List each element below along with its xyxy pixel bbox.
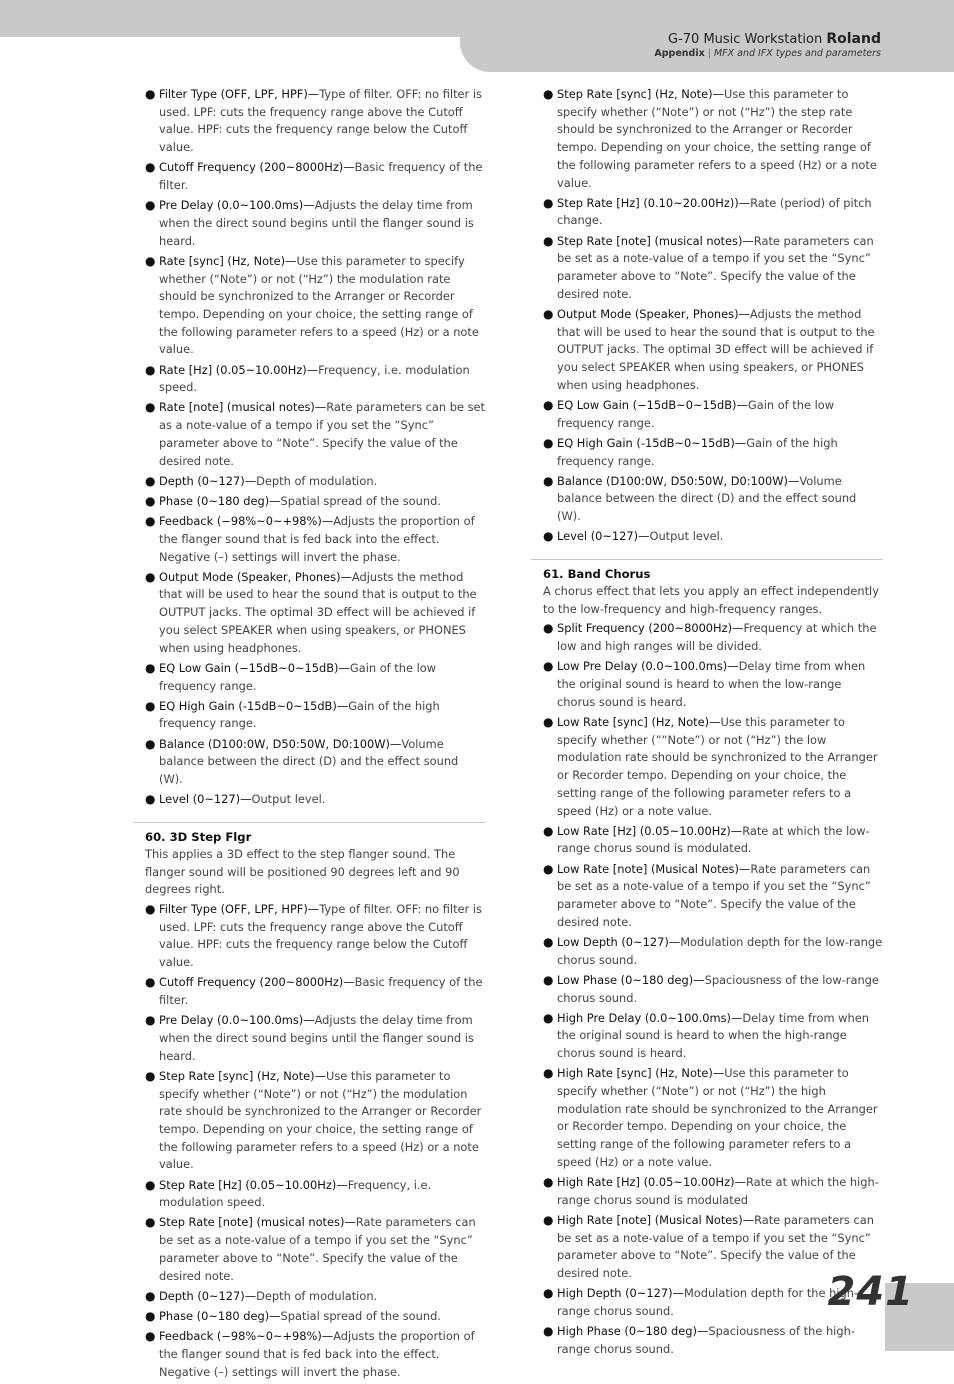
param-item (543, 86, 883, 192)
param-term: High Pre Delay (0.0~100.0ms)— (557, 1010, 743, 1025)
param-desc: Gain of the high frequency range. (557, 435, 838, 468)
bullet-icon: ● (145, 87, 156, 101)
bullet-icon: ● (145, 1013, 156, 1028)
section-divider (531, 559, 883, 560)
param-term: Output Mode (Speaker, Phones)— (557, 306, 750, 321)
param-item (543, 195, 883, 230)
bullet-icon: ● (145, 160, 156, 175)
param-term: Step Rate [Hz] (0.10~20.00Hz))— (557, 195, 751, 210)
section-title: 60. 3D Step Flgr (145, 829, 252, 844)
param-desc: Depth of modulation. (256, 1288, 378, 1303)
param-desc: Frequency, i.e. modulation speed. (159, 1177, 432, 1210)
bullet-icon: ● (543, 659, 554, 674)
bullet-icon: ● (543, 473, 554, 488)
param-item (543, 972, 883, 1007)
param-term: Step Rate [sync] (Hz, Note)— (159, 1068, 326, 1083)
bullet-icon: ● (543, 823, 554, 838)
param-item (543, 473, 883, 526)
param-term: Low Pre Delay (0.0~100.0ms)— (557, 659, 739, 674)
bullet-icon: ● (145, 736, 156, 751)
bullet-icon: ● (145, 698, 156, 713)
bullet-icon: ● (145, 1309, 156, 1323)
topic-name: MFX and IFX types and parameters (713, 48, 881, 59)
param-item (543, 861, 883, 932)
param-term: EQ High Gain (-15dB~0~15dB)— (557, 435, 747, 450)
right-column (543, 86, 883, 1361)
param-desc: Type of filter. OFF: no filter is used. LPF: cuts the frequency range above the Cutoff value. HPF: cuts the frequency range below the Cutoff value. (159, 87, 482, 155)
product-name: G-70 Music Workstation (668, 32, 823, 47)
bullet-icon: ● (145, 362, 156, 377)
param-desc: Modulation depth for the high-range chorus sound. (557, 1286, 859, 1318)
section-title: 61. Band Chorus (543, 567, 651, 582)
param-term: Filter Type (OFF, LPF, HPF)— (159, 902, 320, 917)
param-item (543, 1323, 883, 1358)
param-term: Output Mode (Speaker, Phones)— (159, 569, 352, 584)
bullet-icon: ● (145, 569, 156, 584)
bullet-icon: ● (145, 473, 156, 488)
bullet-icon: ● (145, 1068, 156, 1083)
param-item (145, 1012, 485, 1065)
param-term: Cutoff Frequency (200~8000Hz)— (159, 160, 355, 175)
param-desc: Basic frequency of the filter. (159, 160, 483, 193)
bullet-icon: ● (145, 660, 156, 675)
param-term: High Depth (0~127)— (557, 1286, 684, 1301)
param-desc: Rate parameters can be set as a note-value of a tempo if you set the “Sync” parameter above to “Note”. Specify the value of the desired note. (159, 400, 486, 468)
param-term: Low Rate [Hz] (0.05~10.00Hz)— (557, 823, 743, 838)
param-desc: Adjusts the proportion of the flanger sound that is fed back into the effect. Negative (–) settings will invert the phase. (159, 1329, 475, 1379)
param-term: Step Rate [sync] (Hz, Note)— (557, 87, 724, 101)
param-item (145, 660, 485, 695)
param-item (145, 901, 485, 972)
param-item (543, 435, 883, 470)
param-item (145, 1328, 485, 1381)
param-item (145, 791, 485, 809)
param-desc: Volume balance between the direct (D) and the effect sound (W). (557, 473, 857, 524)
param-desc: Use this parameter to specify whether (“Note”) or not (“Hz”) the step rate should be synchronized to the Arranger or Recorder tempo. Depending on your choice, the setting range of the following parameter refers to a speed (Hz) or a note value. (557, 87, 877, 190)
param-desc: Gain of the high frequency range. (159, 698, 440, 731)
bullet-icon: ● (543, 435, 554, 450)
param-desc: Spaciousness of the high-range chorus sound. (557, 1324, 855, 1356)
param-desc: Rate at which the high-range chorus sound is modulated (557, 1175, 879, 1207)
section-name: Appendix (654, 48, 705, 59)
param-desc: Modulation depth for the low-range chorus sound. (557, 934, 883, 967)
param-item (543, 1010, 883, 1063)
bullet-icon: ● (543, 715, 554, 729)
param-term: Depth (0~127)— (159, 473, 257, 488)
param-item (145, 1177, 485, 1212)
left-list-a (145, 86, 485, 809)
bullet-icon: ● (543, 972, 554, 987)
param-desc: Depth of modulation. (256, 473, 378, 488)
bullet-icon: ● (543, 934, 554, 949)
param-desc: Rate at which the low-range chorus sound is modulated. (557, 823, 870, 856)
param-item (543, 233, 883, 304)
param-term: Step Rate [Hz] (0.05~10.00Hz)— (159, 1177, 348, 1192)
param-desc: Rate parameters can be set as a note-value of a tempo if you set the “Sync” parameter above to “Note”. Specify the value of the desired note. (557, 233, 874, 301)
param-item (543, 1174, 883, 1209)
page-number: 241 (827, 1269, 914, 1315)
param-item (145, 513, 485, 566)
bullet-icon: ● (145, 198, 156, 213)
bullet-icon: ● (145, 253, 156, 268)
param-desc: Use this parameter to specify whether (“Note”) or not (“Hz”) the modulation rate should be synchronized to the Arranger or Recorder tempo. Depending on your choice, the setting range of the following parameter refers to a speed (Hz) or a note value. (159, 253, 479, 357)
param-term: Feedback (−98%~0~+98%)— (159, 514, 334, 529)
bullet-icon: ● (543, 1010, 554, 1025)
bullet-icon: ● (145, 493, 156, 508)
bullet-icon: ● (145, 792, 156, 807)
param-item (145, 974, 485, 1009)
param-term: Step Rate [note] (musical notes)— (159, 1215, 356, 1230)
bullet-icon: ● (543, 1212, 554, 1227)
param-term: Pre Delay (0.0~100.0ms)— (159, 1013, 315, 1028)
param-item (145, 698, 485, 733)
param-desc: Adjusts the method that will be used to hear the sound that is output to the OUTPUT jacks. The optimal 3D effect will be achieved if you select SPEAKER when using speakers, or PHONES when using headphones. (557, 306, 875, 392)
param-term: Rate [note] (musical notes)— (159, 400, 327, 415)
left-column (145, 86, 485, 1384)
param-desc: Output level. (649, 529, 724, 544)
param-item (543, 1065, 883, 1171)
param-term: Filter Type (OFF, LPF, HPF)— (159, 87, 320, 101)
bullet-icon: ● (145, 1177, 156, 1192)
param-item (543, 397, 883, 432)
param-desc: Frequency at which the low and high ranges will be divided. (557, 621, 877, 654)
divider: | (707, 48, 711, 59)
param-item (543, 528, 883, 546)
param-term: High Phase (0~180 deg)— (557, 1324, 709, 1339)
param-term: Phase (0~180 deg)— (159, 493, 281, 508)
param-desc: Gain of the low frequency range. (159, 660, 437, 693)
param-term: High Rate [note] (Musical Notes)— (557, 1212, 755, 1227)
param-term: Low Depth (0~127)— (557, 934, 681, 949)
param-item (543, 306, 883, 395)
param-desc: Adjusts the method that will be used to hear the sound that is output to the OUTPUT jacks. The optimal 3D effect will be achieved if you select SPEAKER when using speakers, or PHONES when using headphones. (159, 569, 477, 655)
section-intro: A chorus effect that lets you apply an effect independently to the low-frequency and high-frequency ranges. (543, 584, 879, 616)
right-list-b (543, 620, 883, 1358)
bullet-icon: ● (145, 400, 156, 415)
param-item (145, 1068, 485, 1174)
param-item (543, 823, 883, 858)
bullet-icon: ● (543, 1286, 554, 1301)
bullet-icon: ● (543, 397, 554, 412)
param-term: Low Rate [note] (Musical Notes)— (557, 861, 751, 876)
brand-name: Roland (826, 31, 881, 47)
param-desc: Rate parameters can be set as a note-value of a tempo if you set the “Sync” parameter above to “Note”. Specify the value of the desired note. (557, 1212, 874, 1281)
param-item (145, 253, 485, 359)
param-item (543, 934, 883, 969)
param-term: Pre Delay (0.0~100.0ms)— (159, 198, 315, 213)
bullet-icon: ● (543, 306, 554, 321)
param-term: Level (0~127)— (557, 529, 650, 544)
param-desc: Delay time from when the original sound is heard to when the high-range chorus sound is heard. (557, 1010, 869, 1061)
param-desc: Volume balance between the direct (D) and the effect sound (W). (159, 736, 459, 787)
param-term: Low Phase (0~180 deg)— (557, 972, 705, 987)
param-term: Feedback (−98%~0~+98%)— (159, 1329, 334, 1344)
param-desc: Rate parameters can be set as a note-value of a tempo if you set the “Sync” parameter above to “Note”. Specify the value of the desired note. (557, 861, 871, 929)
section-intro: This applies a 3D effect to the step flanger sound. The flanger sound will be positioned 90 degrees left and 90 degrees right. (145, 846, 460, 897)
param-term: EQ Low Gain (−15dB~0~15dB)— (159, 660, 350, 675)
param-desc: Spatial spread of the sound. (280, 493, 441, 508)
param-desc: Delay time from when the original sound is heard to when the low-range chorus sound is heard. (557, 659, 866, 709)
param-item (543, 714, 883, 820)
bullet-icon: ● (543, 621, 554, 636)
param-desc: Use this parameter to specify whether (”“Note”) or not (“Hz”) the low modulation rate should be synchronized to the Arranger or Recorder tempo. Depending on your choice, the setting range of the following parameter refers to a speed (Hz) or a note value. (557, 715, 878, 818)
param-item (145, 399, 485, 470)
param-desc: Frequency, i.e. modulation speed. (159, 362, 470, 395)
bullet-icon: ● (543, 1175, 554, 1190)
param-term: Low Rate [sync] (Hz, Note)— (557, 715, 721, 729)
param-term: Step Rate [note] (musical notes)— (557, 233, 754, 248)
param-desc: Rate (period) of pitch change. (557, 195, 872, 228)
param-desc: Spaciousness of the low-range chorus sound. (557, 972, 879, 1005)
param-item (543, 620, 883, 655)
left-list-b (145, 901, 485, 1381)
param-item (145, 736, 485, 789)
param-item (145, 159, 485, 194)
param-term: EQ Low Gain (−15dB~0~15dB)— (557, 397, 748, 412)
param-term: High Rate [Hz] (0.05~10.00Hz)— (557, 1175, 746, 1190)
param-desc: Spatial spread of the sound. (280, 1309, 441, 1323)
param-item (145, 197, 485, 250)
param-term: Rate [Hz] (0.05~10.00Hz)— (159, 362, 319, 377)
bullet-icon: ● (543, 861, 554, 876)
bullet-icon: ● (145, 902, 156, 917)
param-desc: Basic frequency of the filter. (159, 975, 483, 1008)
bullet-icon: ● (543, 1324, 554, 1339)
bullet-icon: ● (145, 514, 156, 529)
param-item (145, 1288, 485, 1306)
bullet-icon: ● (543, 195, 554, 210)
bullet-icon: ● (145, 1329, 156, 1344)
header-subtitle (654, 48, 881, 59)
param-desc: Use this parameter to specify whether (“Note”) or not (“Hz”) the high modulation rate should be synchronized to the Arranger or Recorder tempo. Depending on your choice, the setting range of the following parameter refers to a speed (Hz) or a note value. (557, 1066, 878, 1169)
param-desc: Output level. (251, 792, 326, 807)
param-term: Level (0~127)— (159, 792, 252, 807)
header-title (668, 31, 881, 47)
param-desc: Rate parameters can be set as a note-value of a tempo if you set the “Sync” parameter above to “Note”. Specify the value of the desired note. (159, 1215, 476, 1283)
param-term: Balance (D100:0W, D50:50W, D0:100W)— (159, 736, 402, 751)
param-desc: Use this parameter to specify whether (“Note”) or not (“Hz”) the modulation rate should be synchronized to the Arranger or Recorder tempo. Depending on your choice, the setting range of the following parameter refers to a speed (Hz) or a note value. (159, 1068, 482, 1172)
bullet-icon: ● (145, 975, 156, 990)
param-term: Phase (0~180 deg)— (159, 1309, 281, 1323)
bullet-icon: ● (145, 1215, 156, 1230)
param-item (145, 362, 485, 397)
bullet-icon: ● (543, 87, 554, 101)
param-desc: Adjusts the delay time from when the direct sound begins until the flanger sound is heard. (159, 1013, 474, 1063)
param-item (145, 493, 485, 511)
bullet-icon: ● (145, 1288, 156, 1303)
param-term: Rate [sync] (Hz, Note)— (159, 253, 297, 268)
param-desc: Adjusts the delay time from when the direct sound begins until the flanger sound is heard. (159, 198, 474, 248)
param-item (145, 86, 485, 157)
bullet-icon: ● (543, 529, 554, 544)
param-item (145, 569, 485, 658)
param-term: Balance (D100:0W, D50:50W, D0:100W)— (557, 473, 800, 488)
param-desc: Type of filter. OFF: no filter is used. LPF: cuts the frequency range above the Cutoff value. HPF: cuts the frequency range below the Cutoff value. (159, 902, 482, 970)
param-term: Depth (0~127)— (159, 1288, 257, 1303)
param-item (145, 473, 485, 491)
param-desc: Adjusts the proportion of the flanger sound that is fed back into the effect. Negative (–) settings will invert the phase. (159, 514, 475, 564)
section-divider (133, 822, 485, 823)
param-term: Cutoff Frequency (200~8000Hz)— (159, 975, 355, 990)
param-term: EQ High Gain (-15dB~0~15dB)— (159, 698, 349, 713)
right-list-a (543, 86, 883, 546)
param-term: Split Frequency (200~8000Hz)— (557, 621, 744, 636)
param-item (145, 1214, 485, 1285)
param-desc: Gain of the low frequency range. (557, 397, 835, 430)
param-term: High Rate [sync] (Hz, Note)— (557, 1066, 725, 1081)
param-item (145, 1308, 485, 1326)
bullet-icon: ● (543, 233, 554, 248)
bullet-icon: ● (543, 1066, 554, 1081)
param-item (543, 658, 883, 711)
